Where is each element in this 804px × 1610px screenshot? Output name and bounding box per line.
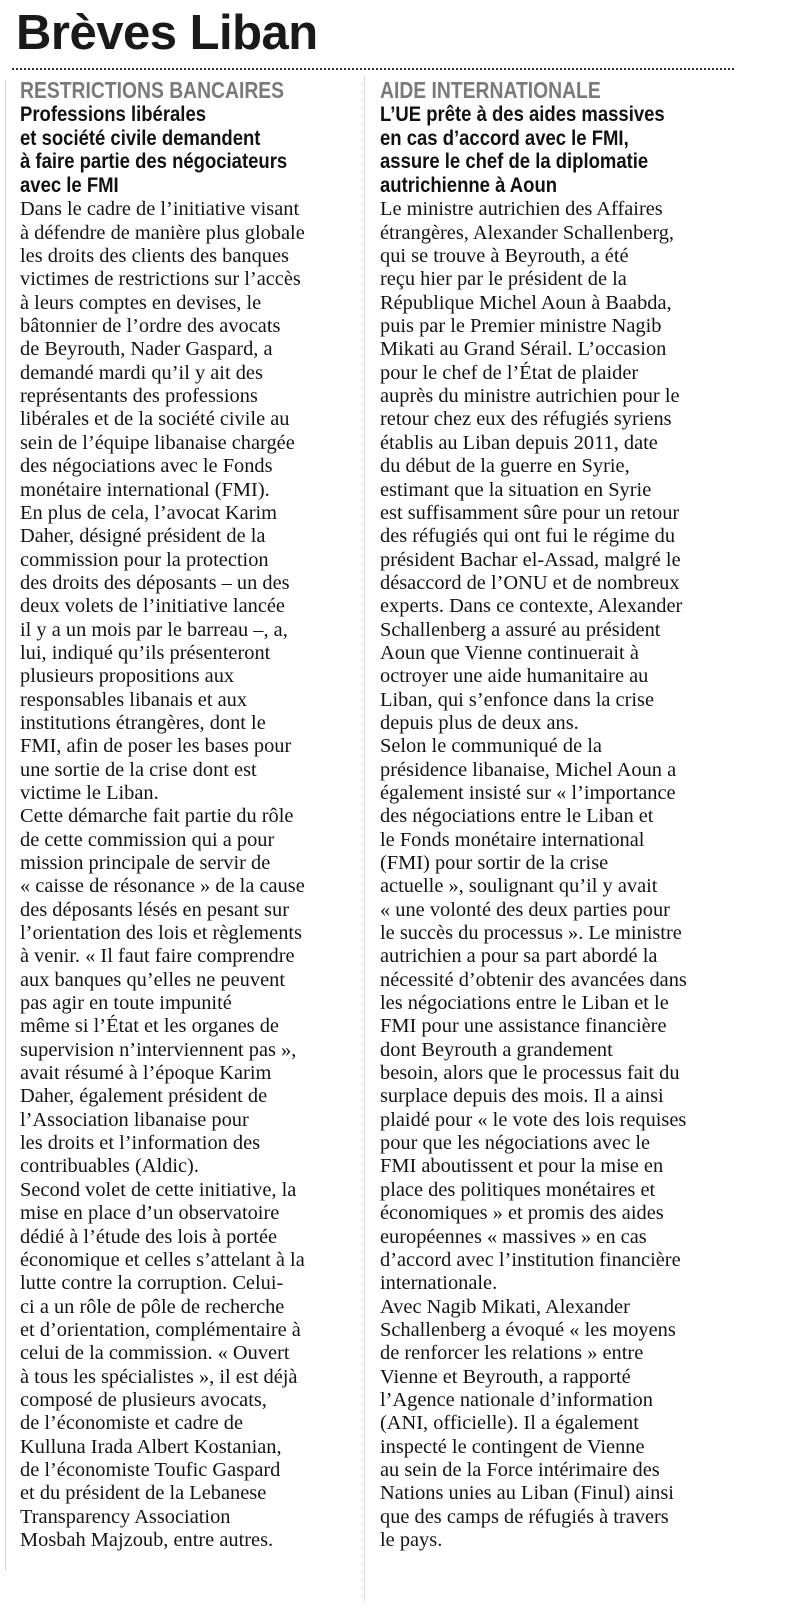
body-line: le Fonds monétaire international xyxy=(380,828,645,851)
body-line: Second volet de cette initiative, la xyxy=(20,1178,297,1201)
body-line: demandé mardi qu’il y ait des xyxy=(20,361,263,384)
body-line: « une volonté des deux parties pour xyxy=(380,898,670,921)
body-line: Dans le cadre de l’initiative visant xyxy=(20,198,300,221)
body-line: Cette démarche fait partie du rôle xyxy=(20,805,294,828)
page-left-edge-line xyxy=(5,80,6,1570)
body-line: même si l’État et les organes de xyxy=(20,1015,279,1038)
body-line: du début de la guerre en Syrie, xyxy=(380,455,630,478)
body-line: contribuables (Aldic). xyxy=(20,1155,199,1178)
body-line: octroyer une aide humanitaire au xyxy=(380,665,649,688)
body-line: économiques » et promis des aides xyxy=(380,1202,664,1225)
headline-line: L’UE prête à des aides massives xyxy=(380,102,665,126)
body-line: Nations unies au Liban (Finul) ainsi xyxy=(380,1482,674,1505)
body-line: qui se trouve à Beyrouth, a été xyxy=(380,245,629,268)
body-line: Kulluna Irada Albert Kostanian, xyxy=(20,1435,282,1458)
body-line: autrichien a pour sa part abordé la xyxy=(380,945,658,968)
body-line: au sein de la Force intérimaire des xyxy=(380,1458,660,1481)
body-line: et du président de la Lebanese xyxy=(20,1482,267,1505)
body-line: Aoun que Vienne continuerait à xyxy=(380,641,639,664)
body-line: (ANI, officielle). Il a également xyxy=(380,1412,639,1435)
body-line: (FMI) pour sortir de la crise xyxy=(380,852,609,874)
body-line: monétaire international (FMI). xyxy=(20,478,270,501)
body-line: place des politiques monétaires et xyxy=(380,1178,656,1201)
body-line: économique et celles s’attelant à la xyxy=(20,1248,305,1271)
body-line: besoin, alors que le processus fait du xyxy=(380,1062,680,1085)
body-line: deux volets de l’initiative lancée xyxy=(20,595,285,618)
body-line: l’orientation des lois et règlements xyxy=(20,922,302,945)
body-line: des négociations entre le Liban et xyxy=(380,805,654,828)
body-line: Schallenberg a assuré au président xyxy=(380,618,661,641)
body-line: l’Association libanaise pour xyxy=(20,1108,249,1131)
headline-line: avec le FMI xyxy=(20,172,119,197)
body-line: le pays. xyxy=(380,1528,443,1551)
body-line: plusieurs propositions aux xyxy=(20,665,235,688)
body-line: de l’économiste et cadre de xyxy=(20,1412,244,1435)
body-line: représentants des professions xyxy=(20,385,258,408)
body-line: reçu hier par le président de la xyxy=(380,268,627,291)
body-line: Liban, qui s’enfonce dans la crise xyxy=(380,688,655,711)
body-line: supervision n’interviennent pas », xyxy=(20,1038,297,1061)
article-aide-internationale xyxy=(380,78,732,1552)
body-paragraph xyxy=(20,198,368,501)
body-line: pour le chef de l’État de plaider xyxy=(380,361,639,384)
body-line: lui, indiqué qu’ils présenteront xyxy=(20,641,271,664)
body-line: responsables libanais et aux xyxy=(20,688,248,711)
body-line: que des camps de réfugiés à travers xyxy=(380,1505,669,1528)
body-line: à leurs comptes en devises, le xyxy=(20,291,262,314)
body-line: mission principale de servir de xyxy=(20,852,271,874)
body-line: les droits des clients des banques xyxy=(20,245,289,268)
body-line: dédié à l’étude des lois à portée xyxy=(20,1225,278,1248)
body-paragraph xyxy=(20,502,368,805)
body-line: également insisté sur « l’importance xyxy=(380,781,676,804)
body-paragraph xyxy=(380,198,732,735)
body-line: composé de plusieurs avocats, xyxy=(20,1388,267,1411)
body-paragraph xyxy=(380,735,732,1295)
body-line: à venir. « Il faut faire comprendre xyxy=(20,945,295,968)
body-line: libérales et de la société civile au xyxy=(20,408,290,431)
body-line: FMI, afin de poser les bases pour xyxy=(20,735,292,758)
body-line: d’accord avec l’institution financière xyxy=(380,1248,681,1271)
body-line: les droits et l’information des xyxy=(20,1132,261,1155)
body-line: institutions étrangères, dont le xyxy=(20,711,266,734)
body-line: inspecté le contingent de Vienne xyxy=(380,1435,645,1458)
body-line: il y a un mois par le barreau –, a, xyxy=(20,618,288,641)
body-line: des réfugiés qui ont fui le régime du xyxy=(380,525,676,548)
body-line: commission pour la protection xyxy=(20,548,269,571)
body-line: ci a un rôle de pôle de recherche xyxy=(20,1295,285,1318)
header-dotted-rule xyxy=(12,68,734,70)
body-paragraph xyxy=(380,1296,732,1553)
body-line: et d’orientation, complémentaire à xyxy=(20,1318,301,1341)
body-line: des négociations avec le Fonds xyxy=(20,455,273,478)
body-line: des droits des déposants – un des xyxy=(20,571,290,594)
article-headline xyxy=(380,103,728,197)
body-line: présidence libanaise, Michel Aoun a xyxy=(380,758,677,781)
body-line: Le ministre autrichien des Affaires xyxy=(380,198,663,221)
body-line: le succès du processus ». Le ministre xyxy=(380,922,682,945)
body-line: FMI pour une assistance financière xyxy=(380,1015,667,1038)
body-line: internationale. xyxy=(380,1272,498,1295)
body-line: mise en place d’un observatoire xyxy=(20,1202,280,1225)
body-line: de renforcer les relations » entre xyxy=(380,1342,644,1365)
body-line: des déposants lésés en pesant sur xyxy=(20,898,289,921)
page-title: Brèves Liban xyxy=(16,6,318,60)
body-line: actuelle », soulignant qu’il y avait xyxy=(380,875,658,898)
article-body xyxy=(380,198,732,1552)
body-line: l’Agence nationale d’information xyxy=(380,1388,653,1411)
body-line: sein de l’équipe libanaise chargée xyxy=(20,431,295,454)
body-line: estimant que la situation en Syrie xyxy=(380,478,652,501)
body-line: à défendre de manière plus globale xyxy=(20,221,305,244)
body-line: lutte contre la corruption. Celui- xyxy=(20,1272,284,1295)
body-line: victimes de restrictions sur l’accès xyxy=(20,268,301,291)
headline-line: en cas d’accord avec le FMI, xyxy=(380,125,629,150)
headline-line: à faire partie des négociateurs xyxy=(20,149,288,174)
body-line: Selon le communiqué de la xyxy=(380,735,602,758)
body-line: étrangères, Alexander Schallenberg, xyxy=(380,221,675,244)
article-headline xyxy=(20,103,368,197)
headline-line: Professions libérales xyxy=(20,102,207,126)
body-line: à tous les spécialistes », il est déjà xyxy=(20,1365,298,1388)
body-line: « caisse de résonance » de la cause xyxy=(20,875,305,898)
body-line: Mikati au Grand Sérail. L’occasion xyxy=(380,338,667,361)
body-line: les négociations entre le Liban et le xyxy=(380,992,669,1015)
body-line: République Michel Aoun à Baabda, xyxy=(380,291,672,314)
article-kicker: AIDE INTERNATIONALE xyxy=(380,77,601,103)
body-line: de cette commission qui a pour xyxy=(20,828,275,851)
body-line: bâtonnier de l’ordre des avocats xyxy=(20,315,281,338)
body-paragraph xyxy=(20,805,368,1179)
body-paragraph xyxy=(20,1179,368,1553)
headline-line: autrichienne à Aoun xyxy=(380,172,558,197)
headline-line: et société civile demandent xyxy=(20,125,261,150)
article-body xyxy=(20,198,368,1552)
body-line: avait résumé à l’époque Karim xyxy=(20,1062,272,1085)
body-line: FMI aboutissent et pour la mise en xyxy=(380,1155,664,1178)
body-line: retour chez eux des réfugiés syriens xyxy=(380,408,672,431)
body-line: européennes « massives » en cas xyxy=(380,1225,647,1248)
body-line: pas agir en toute impunité xyxy=(20,992,232,1015)
article-kicker: RESTRICTIONS BANCAIRES xyxy=(20,77,285,103)
body-line: experts. Dans ce contexte, Alexander xyxy=(380,595,683,618)
body-line: aux banques qu’elles ne peuvent xyxy=(20,968,285,991)
body-line: désaccord de l’ONU et de nombreux xyxy=(380,571,680,594)
headline-line: assure le chef de la diplomatie xyxy=(380,149,649,174)
body-line: depuis plus de deux ans. xyxy=(380,711,579,734)
body-line: Daher, également président de xyxy=(20,1085,268,1108)
body-line: victime le Liban. xyxy=(20,781,159,804)
body-line: est suffisamment sûre pour un retour xyxy=(380,501,680,524)
body-line: président Bachar el-Assad, malgré le xyxy=(380,548,681,571)
body-line: de Beyrouth, Nader Gaspard, a xyxy=(20,338,273,361)
article-restrictions-bancaires xyxy=(20,78,368,1552)
body-line: Vienne et Beyrouth, a rapporté xyxy=(380,1365,631,1388)
body-line: Daher, désigné président de la xyxy=(20,525,266,548)
body-line: dont Beyrouth a grandement xyxy=(380,1038,613,1061)
body-line: Transparency Association xyxy=(20,1505,231,1528)
body-line: établis au Liban depuis 2011, date xyxy=(380,431,658,454)
body-line: de l’économiste Toufic Gaspard xyxy=(20,1458,281,1481)
body-line: puis par le Premier ministre Nagib xyxy=(380,315,662,338)
body-line: une sortie de la crise dont est xyxy=(20,758,257,781)
body-line: Schallenberg a évoqué « les moyens xyxy=(380,1318,676,1341)
body-line: auprès du ministre autrichien pour le xyxy=(380,385,680,408)
body-line: Avec Nagib Mikati, Alexander xyxy=(380,1295,630,1318)
body-line: celui de la commission. « Ouvert xyxy=(20,1342,290,1365)
body-line: Mosbah Majzoub, entre autres. xyxy=(20,1528,274,1551)
body-line: plaidé pour « le vote des lois requises xyxy=(380,1108,687,1131)
body-line: surplace depuis des mois. Il a ainsi xyxy=(380,1085,664,1108)
body-line: En plus de cela, l’avocat Karim xyxy=(20,501,278,524)
body-line: nécessité d’obtenir des avancées dans xyxy=(380,968,687,991)
body-line: pour que les négociations avec le xyxy=(380,1132,651,1155)
